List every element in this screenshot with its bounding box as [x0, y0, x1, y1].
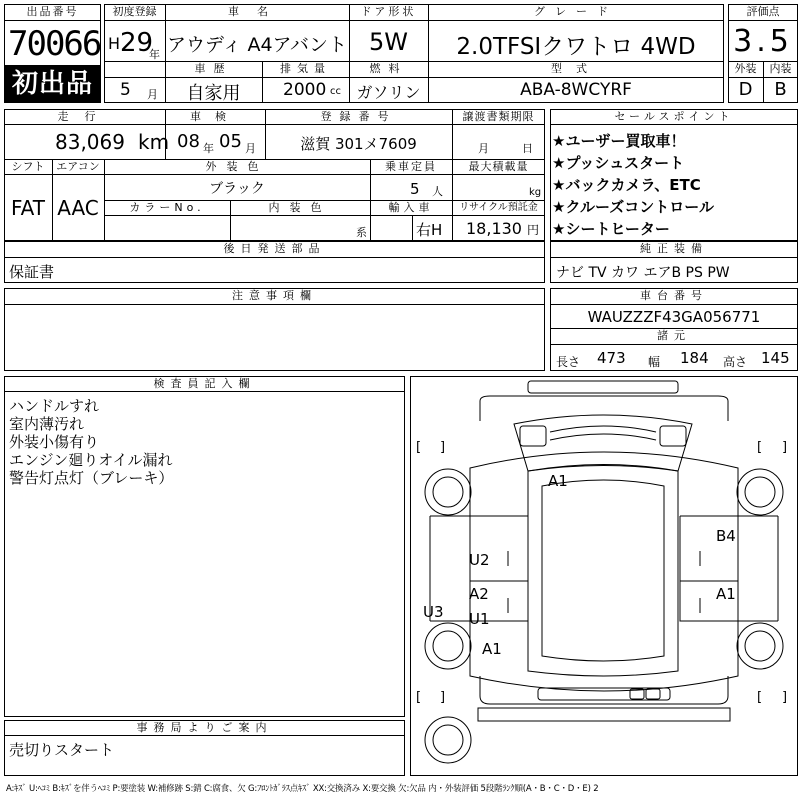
inspection-year: 08	[177, 131, 200, 152]
air-conditioner: AAC	[57, 196, 99, 220]
equipment-value: ナビ TV カワ エアB PS PW	[556, 265, 730, 281]
exterior-grade-label: 外装	[734, 62, 757, 75]
details-grid	[4, 109, 545, 241]
height: 145	[761, 349, 790, 367]
sales-points-title: セールスポイント	[614, 110, 734, 123]
svg-text:[: [	[416, 690, 422, 705]
recycle-fee: 18,130	[466, 219, 522, 238]
svg-text:]: ]	[782, 690, 788, 705]
interior-color-suffix: 系	[356, 226, 367, 239]
damage-mark: U2	[469, 551, 490, 569]
import-label: 輸入車	[388, 201, 434, 214]
equipment-title: 純正装備	[640, 242, 708, 255]
score-label: 評価点	[746, 5, 780, 18]
svg-text:[: [	[757, 440, 763, 455]
car-name-label: 車名	[228, 5, 286, 18]
recycle-label: リサイクル預託金	[459, 202, 538, 213]
damage-mark: A1	[482, 640, 502, 658]
sales-point-item: ★バックカメラ、ETC	[552, 176, 701, 194]
mileage: 83,069	[55, 130, 125, 154]
damage-mark: A1	[548, 472, 568, 490]
mileage-unit: km	[138, 130, 170, 154]
reg-era: H	[108, 34, 121, 53]
history: 自家用	[186, 83, 241, 104]
svg-text:]: ]	[440, 440, 446, 455]
model-code-label: 型式	[551, 62, 601, 75]
max-load-unit: kg	[529, 187, 542, 198]
grade: 2.0TFSIクワトロ 4WD	[456, 34, 696, 60]
damage-mark: B4	[716, 527, 736, 545]
capacity-unit: 人	[432, 185, 443, 198]
inspection-year-unit: 年	[203, 142, 214, 155]
capacity: 5	[410, 180, 420, 198]
inspector-line: 外装小傷有り	[9, 433, 100, 451]
sales-point-item: ★ユーザー買取車！	[552, 132, 686, 150]
model-code: ABA-8WCYRF	[520, 80, 632, 100]
door-label: ドア形状	[360, 5, 417, 18]
inspector-line: ハンドルすれ	[9, 397, 100, 415]
mileage-label: 走行	[57, 110, 112, 123]
damage-mark: U3	[423, 603, 444, 621]
fuel: ガソリン	[356, 83, 421, 102]
max-load-label: 最大積載量	[468, 160, 529, 173]
height-label: 高さ	[723, 355, 748, 369]
reg-year: 29	[120, 28, 154, 58]
inspector-line: 警告灯点灯（ブレーキ）	[9, 469, 174, 487]
damage-mark: A1	[716, 585, 736, 603]
transfer-deadline-label: 譲渡書類期限	[462, 110, 535, 123]
notes-title: 注意事項欄	[232, 289, 317, 302]
capacity-label: 乗車定員	[385, 160, 437, 173]
damage-mark: U1	[469, 610, 490, 628]
width-label: 幅	[648, 355, 661, 369]
registration-label: 登録番号	[320, 110, 397, 123]
year-unit: 年	[149, 48, 160, 61]
shift-label: シフト	[11, 160, 45, 173]
length: 473	[597, 349, 626, 367]
office-value: 売切りスタート	[9, 741, 115, 759]
door-type: 5W	[369, 28, 408, 56]
svg-text:[: [	[416, 440, 422, 455]
legend: A:ｷｽﾞ U:ﾍｺﾐ B:ｷｽﾞを伴うﾍｺﾐ P:要塗装 W:補修跡 S:錆 C:腐食、欠 G:ﾌﾛﾝﾄｶﾞﾗｽ点ｷｽﾞ XX:交換済み X:要交換 欠:欠品 内・外装評価 5段階ﾗﾝｸ順(A・B・C・D・E) 2	[6, 784, 599, 794]
inspection-label: 車検	[190, 110, 240, 123]
fuel-label: 燃料	[369, 62, 408, 75]
vin: WAUZZZF43GA056771	[587, 308, 761, 326]
ac-label: エアコン	[56, 160, 100, 173]
lot-number-label: 出品番号	[26, 5, 79, 18]
grade-label: グレード	[534, 5, 618, 18]
svg-text:[: [	[757, 690, 763, 705]
displacement-unit: cc	[330, 86, 341, 97]
month-unit: 月	[147, 88, 158, 101]
sales-point-item: ★プッシュスタート	[552, 154, 685, 172]
inspection-month: 05	[219, 131, 242, 152]
first-reg-label: 初度登録	[112, 5, 157, 18]
interior-grade-label: 内装	[769, 62, 792, 75]
registration: 滋賀 301メ7609	[300, 135, 417, 153]
lot-number: 70066	[8, 24, 101, 64]
interior-grade: B	[774, 79, 787, 100]
steering-side: 右H	[416, 221, 443, 239]
svg-text:]: ]	[782, 440, 788, 455]
office-title: 事務局よりご案内	[136, 721, 273, 734]
chassis-title: 車台番号	[640, 289, 708, 302]
inspector-line: エンジン廻りオイル漏れ	[9, 451, 173, 469]
color-no-label: カラーNo.	[129, 201, 205, 214]
sales-point-item: ★クルーズコントロール	[552, 198, 714, 216]
damage-mark: A2	[469, 585, 489, 603]
recycle-unit: 円	[527, 223, 540, 237]
later-parts-title: 後日発送部品	[223, 242, 326, 255]
svg-text:]: ]	[440, 690, 446, 705]
car-damage-diagram	[410, 376, 798, 776]
width: 184	[680, 349, 709, 367]
reg-month: 5	[120, 80, 131, 100]
shift: FAT	[10, 196, 45, 220]
exterior-color: ブラック	[209, 181, 265, 197]
exterior-grade: D	[738, 79, 753, 100]
transfer-month-unit: 月	[478, 142, 489, 155]
first-listing-badge: 初出品	[4, 65, 101, 103]
displacement-label: 排気量	[280, 62, 331, 75]
later-parts-value: 保証書	[9, 263, 55, 281]
specs-label: 諸元	[657, 329, 691, 342]
inspector-title: 検査員記入欄	[153, 377, 256, 390]
color-label: 外装色	[205, 160, 269, 173]
interior-color-label: 内装色	[268, 201, 332, 214]
score: 3.5	[733, 24, 793, 59]
length-label: 長さ	[556, 355, 581, 369]
displacement: 2000	[283, 80, 327, 100]
inspector-line: 室内薄汚れ	[9, 415, 85, 433]
history-label: 車歴	[194, 62, 233, 75]
transfer-day-unit: 日	[522, 142, 533, 155]
sales-point-item: ★シートヒーター	[552, 220, 670, 238]
car-name: アウディ A4アバント	[166, 34, 348, 56]
inspection-month-unit: 月	[245, 142, 256, 155]
